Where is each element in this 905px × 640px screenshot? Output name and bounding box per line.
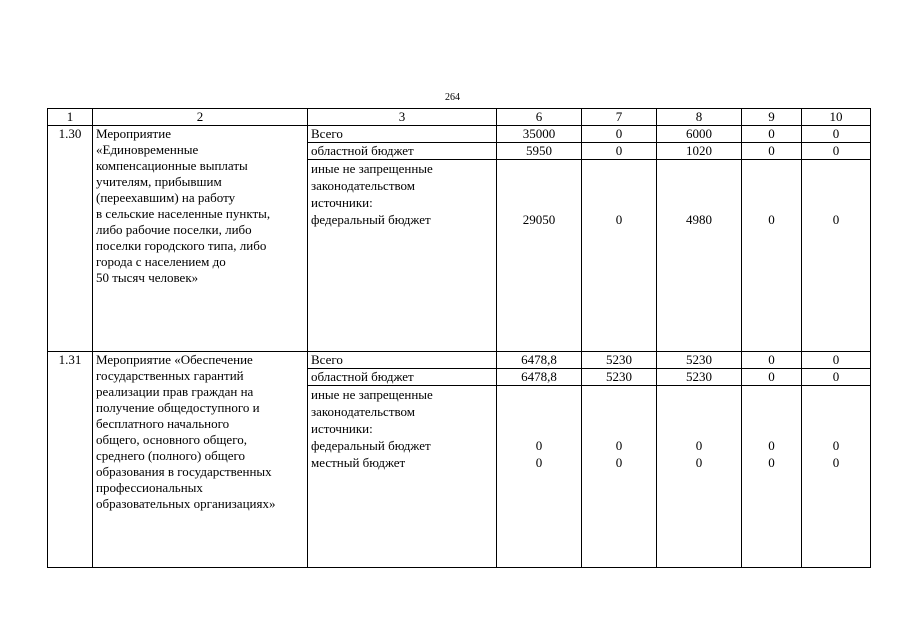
- amount-cell: 5230: [582, 352, 657, 369]
- amount-value: 0: [768, 455, 775, 470]
- description-line: образования в государственных: [96, 464, 272, 479]
- row-description: [93, 352, 308, 568]
- description-line: государственных гарантий: [96, 368, 244, 383]
- description-line: бесплатного начального: [96, 416, 230, 431]
- description-line: либо рабочие поселки, либо: [96, 222, 252, 237]
- amount-value: 0: [695, 438, 703, 453]
- other-sources-label: источники:: [311, 421, 373, 436]
- other-sources-label: иные не запрещенные: [311, 387, 433, 402]
- spacer: [660, 420, 738, 437]
- description-line: реализации прав граждан на: [96, 384, 254, 399]
- amount-cell: [657, 386, 742, 568]
- description-line: компенсационные выплаты: [96, 158, 248, 173]
- amount-value: 0: [768, 438, 775, 453]
- description-line: города с населением до: [96, 254, 226, 269]
- spacer: [745, 194, 798, 211]
- spacer: [585, 386, 653, 403]
- page-number: 264: [445, 92, 460, 103]
- amount-value: 29050: [522, 212, 556, 227]
- spacer: [660, 160, 738, 177]
- funding-source: федеральный бюджет: [311, 438, 431, 453]
- amount-value: 4980: [686, 212, 712, 227]
- amount-value: 0: [832, 438, 840, 453]
- amount-cell: [582, 160, 657, 352]
- amount-cell: 0: [582, 143, 657, 160]
- spacer: [660, 403, 738, 420]
- amount-value: 0: [615, 212, 623, 227]
- spacer: [805, 177, 867, 194]
- other-sources-label: иные не запрещенные: [311, 161, 433, 176]
- other-sources-label: источники:: [311, 195, 373, 210]
- funding-source: Всего: [308, 352, 497, 369]
- amount-value: 0: [832, 455, 840, 470]
- spacer: [585, 194, 653, 211]
- description-line: учителям, прибывшим: [96, 174, 222, 189]
- table-row: [48, 352, 871, 369]
- amount-cell: 0: [802, 369, 871, 386]
- spacer: [500, 403, 578, 420]
- amount-cell: 5950: [497, 143, 582, 160]
- column-header: 8: [657, 109, 742, 126]
- table-row: [48, 126, 871, 143]
- amount-cell: 6000: [657, 126, 742, 143]
- amount-value: 0: [535, 438, 543, 453]
- spacer: [745, 386, 798, 403]
- amount-value: 0: [768, 212, 775, 227]
- amount-cell: 0: [802, 126, 871, 143]
- amount-value: 0: [535, 455, 543, 470]
- spacer: [585, 160, 653, 177]
- spacer: [745, 420, 798, 437]
- column-header: 6: [497, 109, 582, 126]
- amount-cell: 0: [742, 369, 802, 386]
- spacer: [660, 177, 738, 194]
- column-header: 3: [308, 109, 497, 126]
- spacer: [585, 403, 653, 420]
- other-sources-label: законодательством: [311, 404, 416, 419]
- funding-source: федеральный бюджет: [311, 212, 431, 227]
- spacer: [660, 386, 738, 403]
- column-header: 9: [742, 109, 802, 126]
- description-line: профессиональных: [96, 480, 203, 495]
- amount-value: 0: [832, 212, 840, 227]
- spacer: [805, 386, 867, 403]
- amount-cell: 35000: [497, 126, 582, 143]
- amount-cell: 0: [742, 126, 802, 143]
- spacer: [805, 160, 867, 177]
- amount-cell: 5230: [657, 352, 742, 369]
- spacer: [585, 420, 653, 437]
- funding-source: областной бюджет: [308, 369, 497, 386]
- amount-cell: [742, 386, 802, 568]
- other-sources-cell: [308, 386, 497, 568]
- header-row: [48, 109, 871, 126]
- amount-cell: [802, 386, 871, 568]
- spacer: [500, 420, 578, 437]
- amount-cell: [802, 160, 871, 352]
- row-code: 1.31: [48, 352, 93, 568]
- description-line: Мероприятие: [96, 126, 171, 141]
- row-code: 1.30: [48, 126, 93, 352]
- other-sources-label: законодательством: [311, 178, 416, 193]
- amount-cell: 0: [802, 143, 871, 160]
- spacer: [500, 177, 578, 194]
- description-line: общего, основного общего,: [96, 432, 247, 447]
- amount-value: 0: [695, 455, 703, 470]
- budget-table: [47, 108, 871, 568]
- amount-cell: 6478,8: [497, 369, 582, 386]
- column-header: 7: [582, 109, 657, 126]
- spacer: [745, 177, 798, 194]
- funding-source: местный бюджет: [311, 455, 406, 470]
- amount-cell: 0: [742, 143, 802, 160]
- spacer: [660, 194, 738, 211]
- description-line: «Единовременные: [96, 142, 199, 157]
- spacer: [745, 403, 798, 420]
- amount-value: 0: [615, 438, 623, 453]
- amount-cell: 5230: [582, 369, 657, 386]
- amount-cell: [657, 160, 742, 352]
- spacer: [745, 160, 798, 177]
- column-header: 2: [93, 109, 308, 126]
- funding-source: Всего: [308, 126, 497, 143]
- amount-cell: [582, 386, 657, 568]
- other-sources-cell: [308, 160, 497, 352]
- spacer: [805, 403, 867, 420]
- spacer: [805, 420, 867, 437]
- description-line: образовательных организациях»: [96, 496, 276, 511]
- amount-cell: 0: [582, 126, 657, 143]
- description-line: Мероприятие «Обеспечение: [96, 352, 253, 367]
- row-description: [93, 126, 308, 352]
- amount-value: 0: [615, 455, 623, 470]
- spacer: [585, 177, 653, 194]
- amount-cell: 1020: [657, 143, 742, 160]
- description-line: получение общедоступного и: [96, 400, 260, 415]
- spacer: [500, 194, 578, 211]
- spacer: [805, 194, 867, 211]
- amount-cell: 0: [742, 352, 802, 369]
- description-line: в сельские населенные пункты,: [96, 206, 271, 221]
- spacer: [500, 386, 578, 403]
- column-header: 1: [48, 109, 93, 126]
- column-header: 10: [802, 109, 871, 126]
- description-line: поселки городского типа, либо: [96, 238, 267, 253]
- spacer: [500, 160, 578, 177]
- description-line: среднего (полного) общего: [96, 448, 246, 463]
- amount-cell: [742, 160, 802, 352]
- amount-cell: 0: [802, 352, 871, 369]
- amount-cell: 6478,8: [497, 352, 582, 369]
- description-line: 50 тысяч человек»: [96, 270, 199, 285]
- funding-source: областной бюджет: [308, 143, 497, 160]
- description-line: (переехавшим) на работу: [96, 190, 236, 205]
- amount-cell: [497, 160, 582, 352]
- amount-cell: 5230: [657, 369, 742, 386]
- amount-cell: [497, 386, 582, 568]
